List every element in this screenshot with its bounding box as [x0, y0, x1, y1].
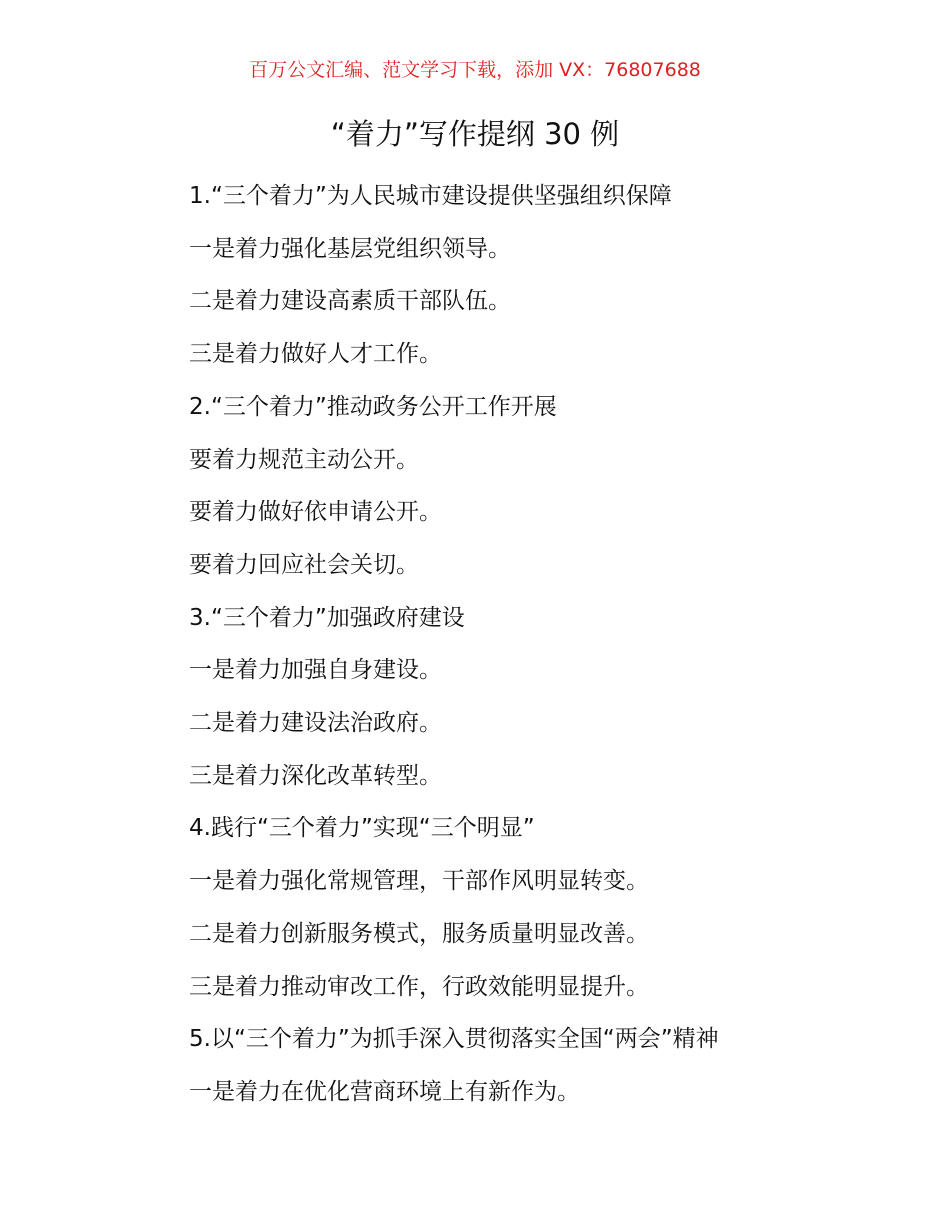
- document-body: [189, 170, 929, 1119]
- paragraph-line: 三是着力做好人才工作。: [189, 341, 442, 368]
- section-heading-2: 2.“三个着力”推动政务公开工作开展: [189, 393, 557, 420]
- paragraph-line: 一是着力加强自身建设。: [189, 657, 442, 684]
- section-heading-5: 5.以“三个着力”为抓手深入贯彻落实全国“两会”精神: [189, 1026, 719, 1053]
- section-heading-4: 4.践行“三个着力”实现“三个明显”: [189, 815, 535, 842]
- paragraph-line: 二是着力创新服务模式，服务质量明显改善。: [189, 920, 649, 947]
- paragraph-line: 一是着力强化基层党组织领导。: [189, 235, 511, 262]
- paragraph-line: 三是着力推动审改工作，行政效能明显提升。: [189, 973, 649, 1000]
- paragraph-line: 一是着力强化常规管理，干部作风明显转变。: [189, 868, 649, 895]
- paragraph-line: 一是着力在优化营商环境上有新作为。: [189, 1078, 580, 1105]
- paragraph-line: 要着力做好依申请公开。: [189, 499, 442, 526]
- document-title: “着力”写作提纲 30 例: [330, 117, 620, 151]
- paragraph-line: 二是着力建设高素质干部队伍。: [189, 288, 511, 315]
- paragraph-line: 要着力规范主动公开。: [189, 446, 419, 473]
- section-heading-3: 3.“三个着力”加强政府建设: [189, 604, 465, 631]
- section-heading-1: 1.“三个着力”为人民城市建设提供坚强组织保障: [189, 183, 672, 209]
- paragraph-line: 要着力回应社会关切。: [189, 551, 419, 578]
- paragraph-line: 二是着力建设法治政府。: [189, 710, 442, 737]
- paragraph-line: 三是着力深化改革转型。: [189, 762, 442, 789]
- watermark-text: 百万公文汇编、范文学习下载，添加 VX：76807688: [249, 59, 701, 81]
